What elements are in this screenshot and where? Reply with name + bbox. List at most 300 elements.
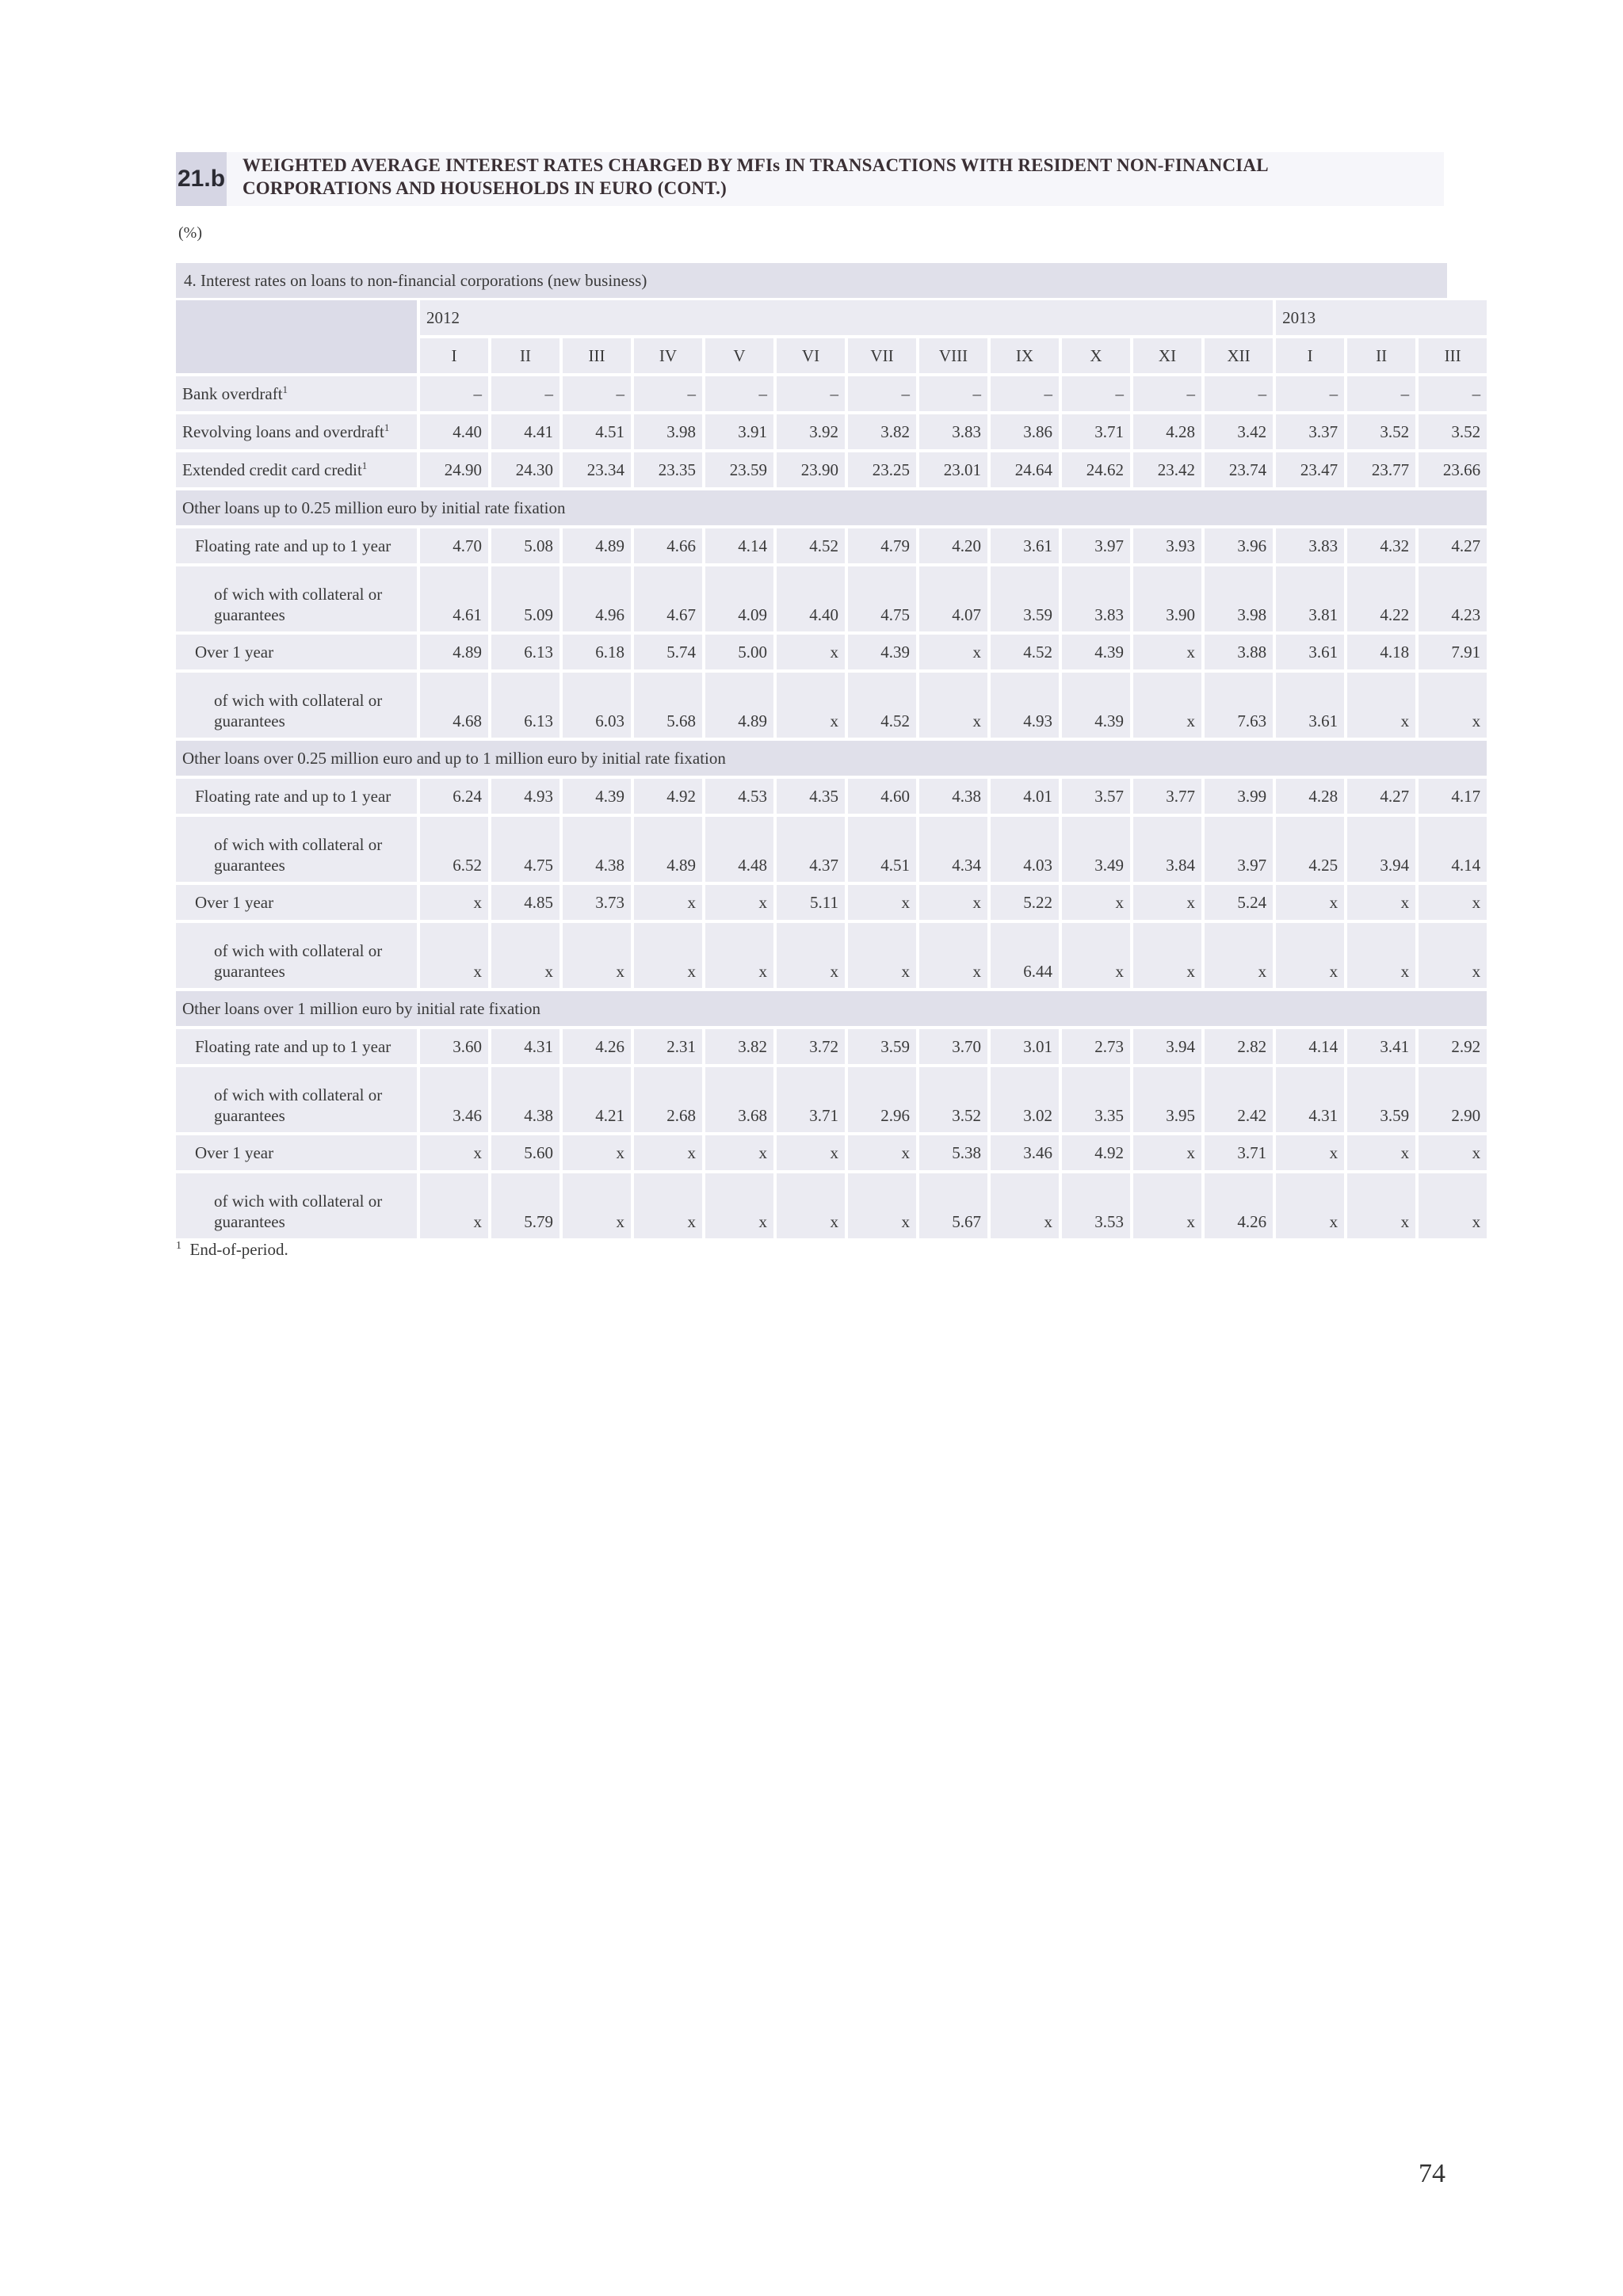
table-cell: – bbox=[1062, 376, 1130, 411]
table-cell: x bbox=[919, 885, 987, 920]
table-cell: 4.75 bbox=[491, 817, 559, 882]
page-number: 74 bbox=[1419, 2159, 1445, 2188]
table-cell: x bbox=[1276, 885, 1344, 920]
table-cell: 3.72 bbox=[777, 1029, 845, 1064]
row-label bbox=[176, 528, 417, 563]
table-cell: 3.93 bbox=[1133, 528, 1201, 563]
table-cell: 3.61 bbox=[1276, 635, 1344, 669]
table-cell: 3.01 bbox=[991, 1029, 1059, 1064]
table-cell: 4.31 bbox=[1276, 1067, 1344, 1132]
table-cell: 4.21 bbox=[563, 1067, 631, 1132]
table-cell: x bbox=[777, 1173, 845, 1238]
table-cell: 6.13 bbox=[491, 635, 559, 669]
table-cell: 4.52 bbox=[777, 528, 845, 563]
table-row bbox=[176, 817, 1487, 882]
row-label bbox=[176, 635, 417, 669]
table-cell: – bbox=[705, 376, 773, 411]
table-cell: x bbox=[991, 1173, 1059, 1238]
table-cell: 5.00 bbox=[705, 635, 773, 669]
section-title: Other loans up to 0.25 million euro by initial rate fixation bbox=[176, 490, 1487, 525]
month-header: XII bbox=[1205, 338, 1273, 373]
row-label-text: Over 1 year bbox=[195, 892, 274, 912]
row-label bbox=[176, 885, 417, 920]
table-cell: x bbox=[1133, 1135, 1201, 1170]
table-cell: x bbox=[705, 923, 773, 988]
table-cell: 4.14 bbox=[1276, 1029, 1344, 1064]
month-header: III bbox=[1419, 338, 1487, 373]
table-cell: x bbox=[1419, 923, 1487, 988]
table-cell: x bbox=[777, 1135, 845, 1170]
table-cell: x bbox=[777, 923, 845, 988]
footnote-marker: 1 bbox=[176, 1240, 181, 1252]
table-cell: 4.40 bbox=[420, 414, 488, 449]
table-cell: 3.42 bbox=[1205, 414, 1273, 449]
table-cell: 3.92 bbox=[777, 414, 845, 449]
table-cell: 4.68 bbox=[420, 673, 488, 738]
table-cell: 3.35 bbox=[1062, 1067, 1130, 1132]
table-cell: – bbox=[634, 376, 702, 411]
table-cell: 5.67 bbox=[919, 1173, 987, 1238]
table-cell: 3.71 bbox=[1062, 414, 1130, 449]
table-cell: x bbox=[634, 923, 702, 988]
month-header: VI bbox=[777, 338, 845, 373]
table-cell: 4.23 bbox=[1419, 566, 1487, 631]
section-header-row bbox=[176, 991, 1487, 1026]
table-cell: – bbox=[1133, 376, 1201, 411]
table-cell: – bbox=[1276, 376, 1344, 411]
table-cell: 2.92 bbox=[1419, 1029, 1487, 1064]
table-cell: x bbox=[1347, 673, 1415, 738]
table-cell: 4.14 bbox=[1419, 817, 1487, 882]
table-cell: x bbox=[1276, 1173, 1344, 1238]
table-cell: – bbox=[777, 376, 845, 411]
table-cell: x bbox=[1419, 1135, 1487, 1170]
table-cell: 5.08 bbox=[491, 528, 559, 563]
table-row bbox=[176, 414, 1487, 449]
table-cell: 4.37 bbox=[777, 817, 845, 882]
row-label-line-1: of wich with collateral or bbox=[214, 1085, 383, 1104]
row-label-line-2: guarantees bbox=[214, 962, 285, 981]
row-label bbox=[176, 817, 417, 882]
table-cell: 3.60 bbox=[420, 1029, 488, 1064]
table-row bbox=[176, 452, 1487, 487]
table-cell: 4.89 bbox=[563, 528, 631, 563]
table-cell: x bbox=[1419, 673, 1487, 738]
table-cell: – bbox=[420, 376, 488, 411]
row-label bbox=[176, 452, 417, 487]
table-cell: 3.70 bbox=[919, 1029, 987, 1064]
table-cell: 4.93 bbox=[991, 673, 1059, 738]
row-label-text: Floating rate and up to 1 year bbox=[195, 536, 391, 555]
table-cell: 23.35 bbox=[634, 452, 702, 487]
table-cell: – bbox=[919, 376, 987, 411]
table-cell: 23.34 bbox=[563, 452, 631, 487]
table-row bbox=[176, 635, 1487, 669]
table-cell: 4.85 bbox=[491, 885, 559, 920]
table-cell: 4.39 bbox=[848, 635, 916, 669]
table-cell: 3.91 bbox=[705, 414, 773, 449]
row-label-text: Floating rate and up to 1 year bbox=[195, 786, 391, 806]
table-cell: 2.31 bbox=[634, 1029, 702, 1064]
table-cell: 3.83 bbox=[1062, 566, 1130, 631]
table-cell: x bbox=[848, 923, 916, 988]
table-cell: 3.83 bbox=[919, 414, 987, 449]
table-cell: 4.03 bbox=[991, 817, 1059, 882]
row-label-line-2: guarantees bbox=[214, 856, 285, 875]
table-cell: x bbox=[420, 885, 488, 920]
table-row bbox=[176, 1067, 1487, 1132]
month-header: X bbox=[1062, 338, 1130, 373]
table-cell: x bbox=[563, 1173, 631, 1238]
table-cell: x bbox=[919, 923, 987, 988]
table-cell: x bbox=[634, 1135, 702, 1170]
table-row bbox=[176, 1029, 1487, 1064]
row-label-line-1: of wich with collateral or bbox=[214, 835, 383, 854]
table-cell: 23.66 bbox=[1419, 452, 1487, 487]
table-cell: 5.79 bbox=[491, 1173, 559, 1238]
row-label-line-2: guarantees bbox=[214, 711, 285, 730]
table-cell: 7.91 bbox=[1419, 635, 1487, 669]
table-cell: 4.34 bbox=[919, 817, 987, 882]
table-cell: x bbox=[1133, 885, 1201, 920]
table-cell: x bbox=[634, 885, 702, 920]
row-label bbox=[176, 1029, 417, 1064]
unit-label: (%) bbox=[178, 224, 202, 242]
table-cell: 3.73 bbox=[563, 885, 631, 920]
table-cell: 3.59 bbox=[1347, 1067, 1415, 1132]
table-cell: 3.83 bbox=[1276, 528, 1344, 563]
table-cell: 4.75 bbox=[848, 566, 916, 631]
table-cell: 4.07 bbox=[919, 566, 987, 631]
table-cell: x bbox=[1347, 885, 1415, 920]
table-cell: 2.68 bbox=[634, 1067, 702, 1132]
table-cell: x bbox=[1347, 1173, 1415, 1238]
table-cell: 4.38 bbox=[491, 1067, 559, 1132]
table-cell: 4.32 bbox=[1347, 528, 1415, 563]
table-cell: x bbox=[705, 885, 773, 920]
table-cell: 24.30 bbox=[491, 452, 559, 487]
month-header: II bbox=[1347, 338, 1415, 373]
table-row bbox=[176, 1173, 1487, 1238]
table-cell: x bbox=[563, 923, 631, 988]
table-caption: 4. Interest rates on loans to non-financial corporations (new business) bbox=[176, 263, 1447, 298]
table-cell: x bbox=[848, 1173, 916, 1238]
table-cell: x bbox=[1062, 923, 1130, 988]
row-label-footnote-marker: 1 bbox=[384, 421, 390, 433]
table-cell: 4.20 bbox=[919, 528, 987, 563]
table-cell: 23.90 bbox=[777, 452, 845, 487]
table-cell: x bbox=[563, 1135, 631, 1170]
table-cell: – bbox=[563, 376, 631, 411]
table-cell: 3.82 bbox=[705, 1029, 773, 1064]
table-cell: 3.82 bbox=[848, 414, 916, 449]
table-cell: 4.53 bbox=[705, 779, 773, 814]
table-cell: 4.92 bbox=[634, 779, 702, 814]
row-label bbox=[176, 1173, 417, 1238]
footnote-text: End-of-period. bbox=[189, 1240, 288, 1259]
row-label-text: Revolving loans and overdraft bbox=[182, 422, 384, 441]
table-cell: 23.47 bbox=[1276, 452, 1344, 487]
table-cell: 3.52 bbox=[1347, 414, 1415, 449]
table-cell: 4.61 bbox=[420, 566, 488, 631]
table-cell: x bbox=[1419, 1173, 1487, 1238]
table-cell: 4.92 bbox=[1062, 1135, 1130, 1170]
row-label bbox=[176, 923, 417, 988]
table-title-line-1: WEIGHTED AVERAGE INTEREST RATES CHARGED BY MFIs IN TRANSACTIONS WITH RESIDENT NON-FINANCIAL bbox=[242, 155, 1269, 175]
table-cell: x bbox=[919, 635, 987, 669]
table-cell: 5.11 bbox=[777, 885, 845, 920]
year-header-row bbox=[176, 300, 1487, 335]
table-cell: – bbox=[991, 376, 1059, 411]
table-cell: 4.66 bbox=[634, 528, 702, 563]
table-cell: 5.09 bbox=[491, 566, 559, 631]
month-header: I bbox=[420, 338, 488, 373]
table-cell: 2.42 bbox=[1205, 1067, 1273, 1132]
row-label-text: Over 1 year bbox=[195, 642, 274, 662]
row-label-text: Extended credit card credit bbox=[182, 460, 362, 479]
month-header: XI bbox=[1133, 338, 1201, 373]
table-cell: 3.97 bbox=[1205, 817, 1273, 882]
table-cell: 3.99 bbox=[1205, 779, 1273, 814]
table-cell: 4.39 bbox=[1062, 635, 1130, 669]
table-cell: 4.27 bbox=[1419, 528, 1487, 563]
table-header bbox=[176, 152, 1444, 206]
row-label-text: Over 1 year bbox=[195, 1142, 274, 1162]
table-cell: x bbox=[777, 635, 845, 669]
section-title: Other loans over 0.25 million euro and up to 1 million euro by initial rate fixation bbox=[176, 741, 1487, 776]
table-cell: 3.97 bbox=[1062, 528, 1130, 563]
table-cell: x bbox=[705, 1135, 773, 1170]
table-cell: x bbox=[777, 673, 845, 738]
table-cell: 3.94 bbox=[1133, 1029, 1201, 1064]
table-cell: 23.74 bbox=[1205, 452, 1273, 487]
row-label bbox=[176, 414, 417, 449]
table-row bbox=[176, 673, 1487, 738]
row-label-footnote-marker: 1 bbox=[361, 460, 368, 471]
table-cell: 3.90 bbox=[1133, 566, 1201, 631]
table-cell: 4.93 bbox=[491, 779, 559, 814]
table-cell: 3.49 bbox=[1062, 817, 1130, 882]
table-cell: 4.18 bbox=[1347, 635, 1415, 669]
table-cell: 5.60 bbox=[491, 1135, 559, 1170]
table-row bbox=[176, 1135, 1487, 1170]
table-cell: 6.13 bbox=[491, 673, 559, 738]
month-header: V bbox=[705, 338, 773, 373]
table-cell: 3.52 bbox=[1419, 414, 1487, 449]
table-row bbox=[176, 376, 1487, 411]
table-row bbox=[176, 885, 1487, 920]
table-title-line-2: CORPORATIONS AND HOUSEHOLDS IN EURO (CONT.) bbox=[242, 178, 727, 198]
table-cell: – bbox=[491, 376, 559, 411]
table-cell: 3.61 bbox=[991, 528, 1059, 563]
table-cell: 3.71 bbox=[1205, 1135, 1273, 1170]
table-cell: 3.57 bbox=[1062, 779, 1130, 814]
table-cell: x bbox=[1419, 885, 1487, 920]
table-cell: 7.63 bbox=[1205, 673, 1273, 738]
table-number-badge: 21.b bbox=[176, 152, 227, 206]
year-header-2013: 2013 bbox=[1276, 300, 1487, 335]
table-cell: 6.03 bbox=[563, 673, 631, 738]
table-cell: x bbox=[1347, 923, 1415, 988]
table-cell: 2.90 bbox=[1419, 1067, 1487, 1132]
table-cell: 3.46 bbox=[420, 1067, 488, 1132]
table-cell: 24.62 bbox=[1062, 452, 1130, 487]
table-cell: 4.27 bbox=[1347, 779, 1415, 814]
table-cell: 3.52 bbox=[919, 1067, 987, 1132]
table-cell: x bbox=[1276, 923, 1344, 988]
table-cell: 4.39 bbox=[563, 779, 631, 814]
table-row bbox=[176, 528, 1487, 563]
table-cell: 23.01 bbox=[919, 452, 987, 487]
table-cell: 4.14 bbox=[705, 528, 773, 563]
table-cell: 23.59 bbox=[705, 452, 773, 487]
table-cell: 4.28 bbox=[1276, 779, 1344, 814]
table-cell: 3.98 bbox=[1205, 566, 1273, 631]
row-label-line-1: of wich with collateral or bbox=[214, 691, 383, 710]
year-header-2012: 2012 bbox=[420, 300, 1273, 335]
row-label-footnote-marker: 1 bbox=[282, 383, 288, 395]
table-cell: 4.35 bbox=[777, 779, 845, 814]
table-row bbox=[176, 779, 1487, 814]
table-cell: 4.67 bbox=[634, 566, 702, 631]
row-label bbox=[176, 566, 417, 631]
row-label bbox=[176, 673, 417, 738]
table-cell: 5.24 bbox=[1205, 885, 1273, 920]
table-cell: – bbox=[1205, 376, 1273, 411]
table-row bbox=[176, 923, 1487, 988]
month-header: IV bbox=[634, 338, 702, 373]
table-cell: 4.51 bbox=[848, 817, 916, 882]
table-cell: x bbox=[1133, 635, 1201, 669]
row-label-line-2: guarantees bbox=[214, 1212, 285, 1231]
table-cell: x bbox=[634, 1173, 702, 1238]
table-cell: 3.86 bbox=[991, 414, 1059, 449]
table-cell: 6.24 bbox=[420, 779, 488, 814]
table-cell: 5.68 bbox=[634, 673, 702, 738]
table-cell: 4.96 bbox=[563, 566, 631, 631]
row-label-line-2: guarantees bbox=[214, 605, 285, 624]
table-cell: 4.89 bbox=[420, 635, 488, 669]
row-label-line-1: of wich with collateral or bbox=[214, 585, 383, 604]
table-cell: 3.59 bbox=[848, 1029, 916, 1064]
table-cell: 2.73 bbox=[1062, 1029, 1130, 1064]
table-cell: 24.64 bbox=[991, 452, 1059, 487]
table-cell: 6.52 bbox=[420, 817, 488, 882]
month-header: I bbox=[1276, 338, 1344, 373]
table-cell: 3.37 bbox=[1276, 414, 1344, 449]
table-cell: – bbox=[1347, 376, 1415, 411]
section-title: Other loans over 1 million euro by initial rate fixation bbox=[176, 991, 1487, 1026]
table-cell: 4.09 bbox=[705, 566, 773, 631]
table-cell: x bbox=[705, 1173, 773, 1238]
table-cell: 4.26 bbox=[1205, 1173, 1273, 1238]
table-cell: 4.25 bbox=[1276, 817, 1344, 882]
table-cell: 4.39 bbox=[1062, 673, 1130, 738]
table-cell: x bbox=[848, 1135, 916, 1170]
table-cell: x bbox=[420, 923, 488, 988]
table-cell: 4.41 bbox=[491, 414, 559, 449]
month-header: VII bbox=[848, 338, 916, 373]
table-cell: 6.44 bbox=[991, 923, 1059, 988]
row-label bbox=[176, 779, 417, 814]
table-cell: 3.02 bbox=[991, 1067, 1059, 1132]
month-header: II bbox=[491, 338, 559, 373]
table-cell: 4.70 bbox=[420, 528, 488, 563]
table-cell: 3.68 bbox=[705, 1067, 773, 1132]
table-cell: x bbox=[1276, 1135, 1344, 1170]
row-label-text: Floating rate and up to 1 year bbox=[195, 1036, 391, 1056]
table-cell: 6.18 bbox=[563, 635, 631, 669]
table-cell: 4.40 bbox=[777, 566, 845, 631]
table-cell: 4.52 bbox=[991, 635, 1059, 669]
row-label-line-1: of wich with collateral or bbox=[214, 1192, 383, 1211]
table-cell: 3.41 bbox=[1347, 1029, 1415, 1064]
table-cell: 23.77 bbox=[1347, 452, 1415, 487]
table-cell: 3.71 bbox=[777, 1067, 845, 1132]
table-cell: 4.38 bbox=[919, 779, 987, 814]
table-cell: 3.95 bbox=[1133, 1067, 1201, 1132]
table-cell: 24.90 bbox=[420, 452, 488, 487]
table-cell: x bbox=[1133, 923, 1201, 988]
table-cell: – bbox=[1419, 376, 1487, 411]
table-cell: x bbox=[420, 1173, 488, 1238]
table-cell: 3.84 bbox=[1133, 817, 1201, 882]
month-header: IX bbox=[991, 338, 1059, 373]
table-cell: 23.25 bbox=[848, 452, 916, 487]
table-cell: x bbox=[420, 1135, 488, 1170]
table-cell: 3.59 bbox=[991, 566, 1059, 631]
row-label-text: Bank overdraft bbox=[182, 384, 283, 403]
table-cell: x bbox=[1133, 673, 1201, 738]
row-label-line-2: guarantees bbox=[214, 1106, 285, 1125]
table-row bbox=[176, 566, 1487, 631]
table-cell: 3.88 bbox=[1205, 635, 1273, 669]
table-cell: 5.22 bbox=[991, 885, 1059, 920]
row-label bbox=[176, 1067, 417, 1132]
table-cell: 3.53 bbox=[1062, 1173, 1130, 1238]
table-cell: x bbox=[919, 673, 987, 738]
table-cell: 4.31 bbox=[491, 1029, 559, 1064]
table-cell: 4.48 bbox=[705, 817, 773, 882]
section-header-row bbox=[176, 490, 1487, 525]
header-corner bbox=[176, 300, 417, 373]
table-cell: x bbox=[1205, 923, 1273, 988]
table-title bbox=[242, 154, 1431, 200]
table-cell: 2.96 bbox=[848, 1067, 916, 1132]
month-header: III bbox=[563, 338, 631, 373]
table-cell: 3.96 bbox=[1205, 528, 1273, 563]
row-label bbox=[176, 1135, 417, 1170]
month-header: VIII bbox=[919, 338, 987, 373]
table-cell: 3.61 bbox=[1276, 673, 1344, 738]
footnote bbox=[176, 1240, 288, 1260]
table-cell: 3.98 bbox=[634, 414, 702, 449]
table-cell: 3.81 bbox=[1276, 566, 1344, 631]
table-cell: 4.89 bbox=[705, 673, 773, 738]
table-cell: 4.89 bbox=[634, 817, 702, 882]
table-cell: 4.22 bbox=[1347, 566, 1415, 631]
table-cell: 4.01 bbox=[991, 779, 1059, 814]
table-cell: 3.77 bbox=[1133, 779, 1201, 814]
table-cell: 4.51 bbox=[563, 414, 631, 449]
table-cell: 4.60 bbox=[848, 779, 916, 814]
table-cell: 4.52 bbox=[848, 673, 916, 738]
row-label-line-1: of wich with collateral or bbox=[214, 941, 383, 960]
table-cell: 5.74 bbox=[634, 635, 702, 669]
table-cell: 2.82 bbox=[1205, 1029, 1273, 1064]
table-cell: x bbox=[1347, 1135, 1415, 1170]
table-cell: 23.42 bbox=[1133, 452, 1201, 487]
